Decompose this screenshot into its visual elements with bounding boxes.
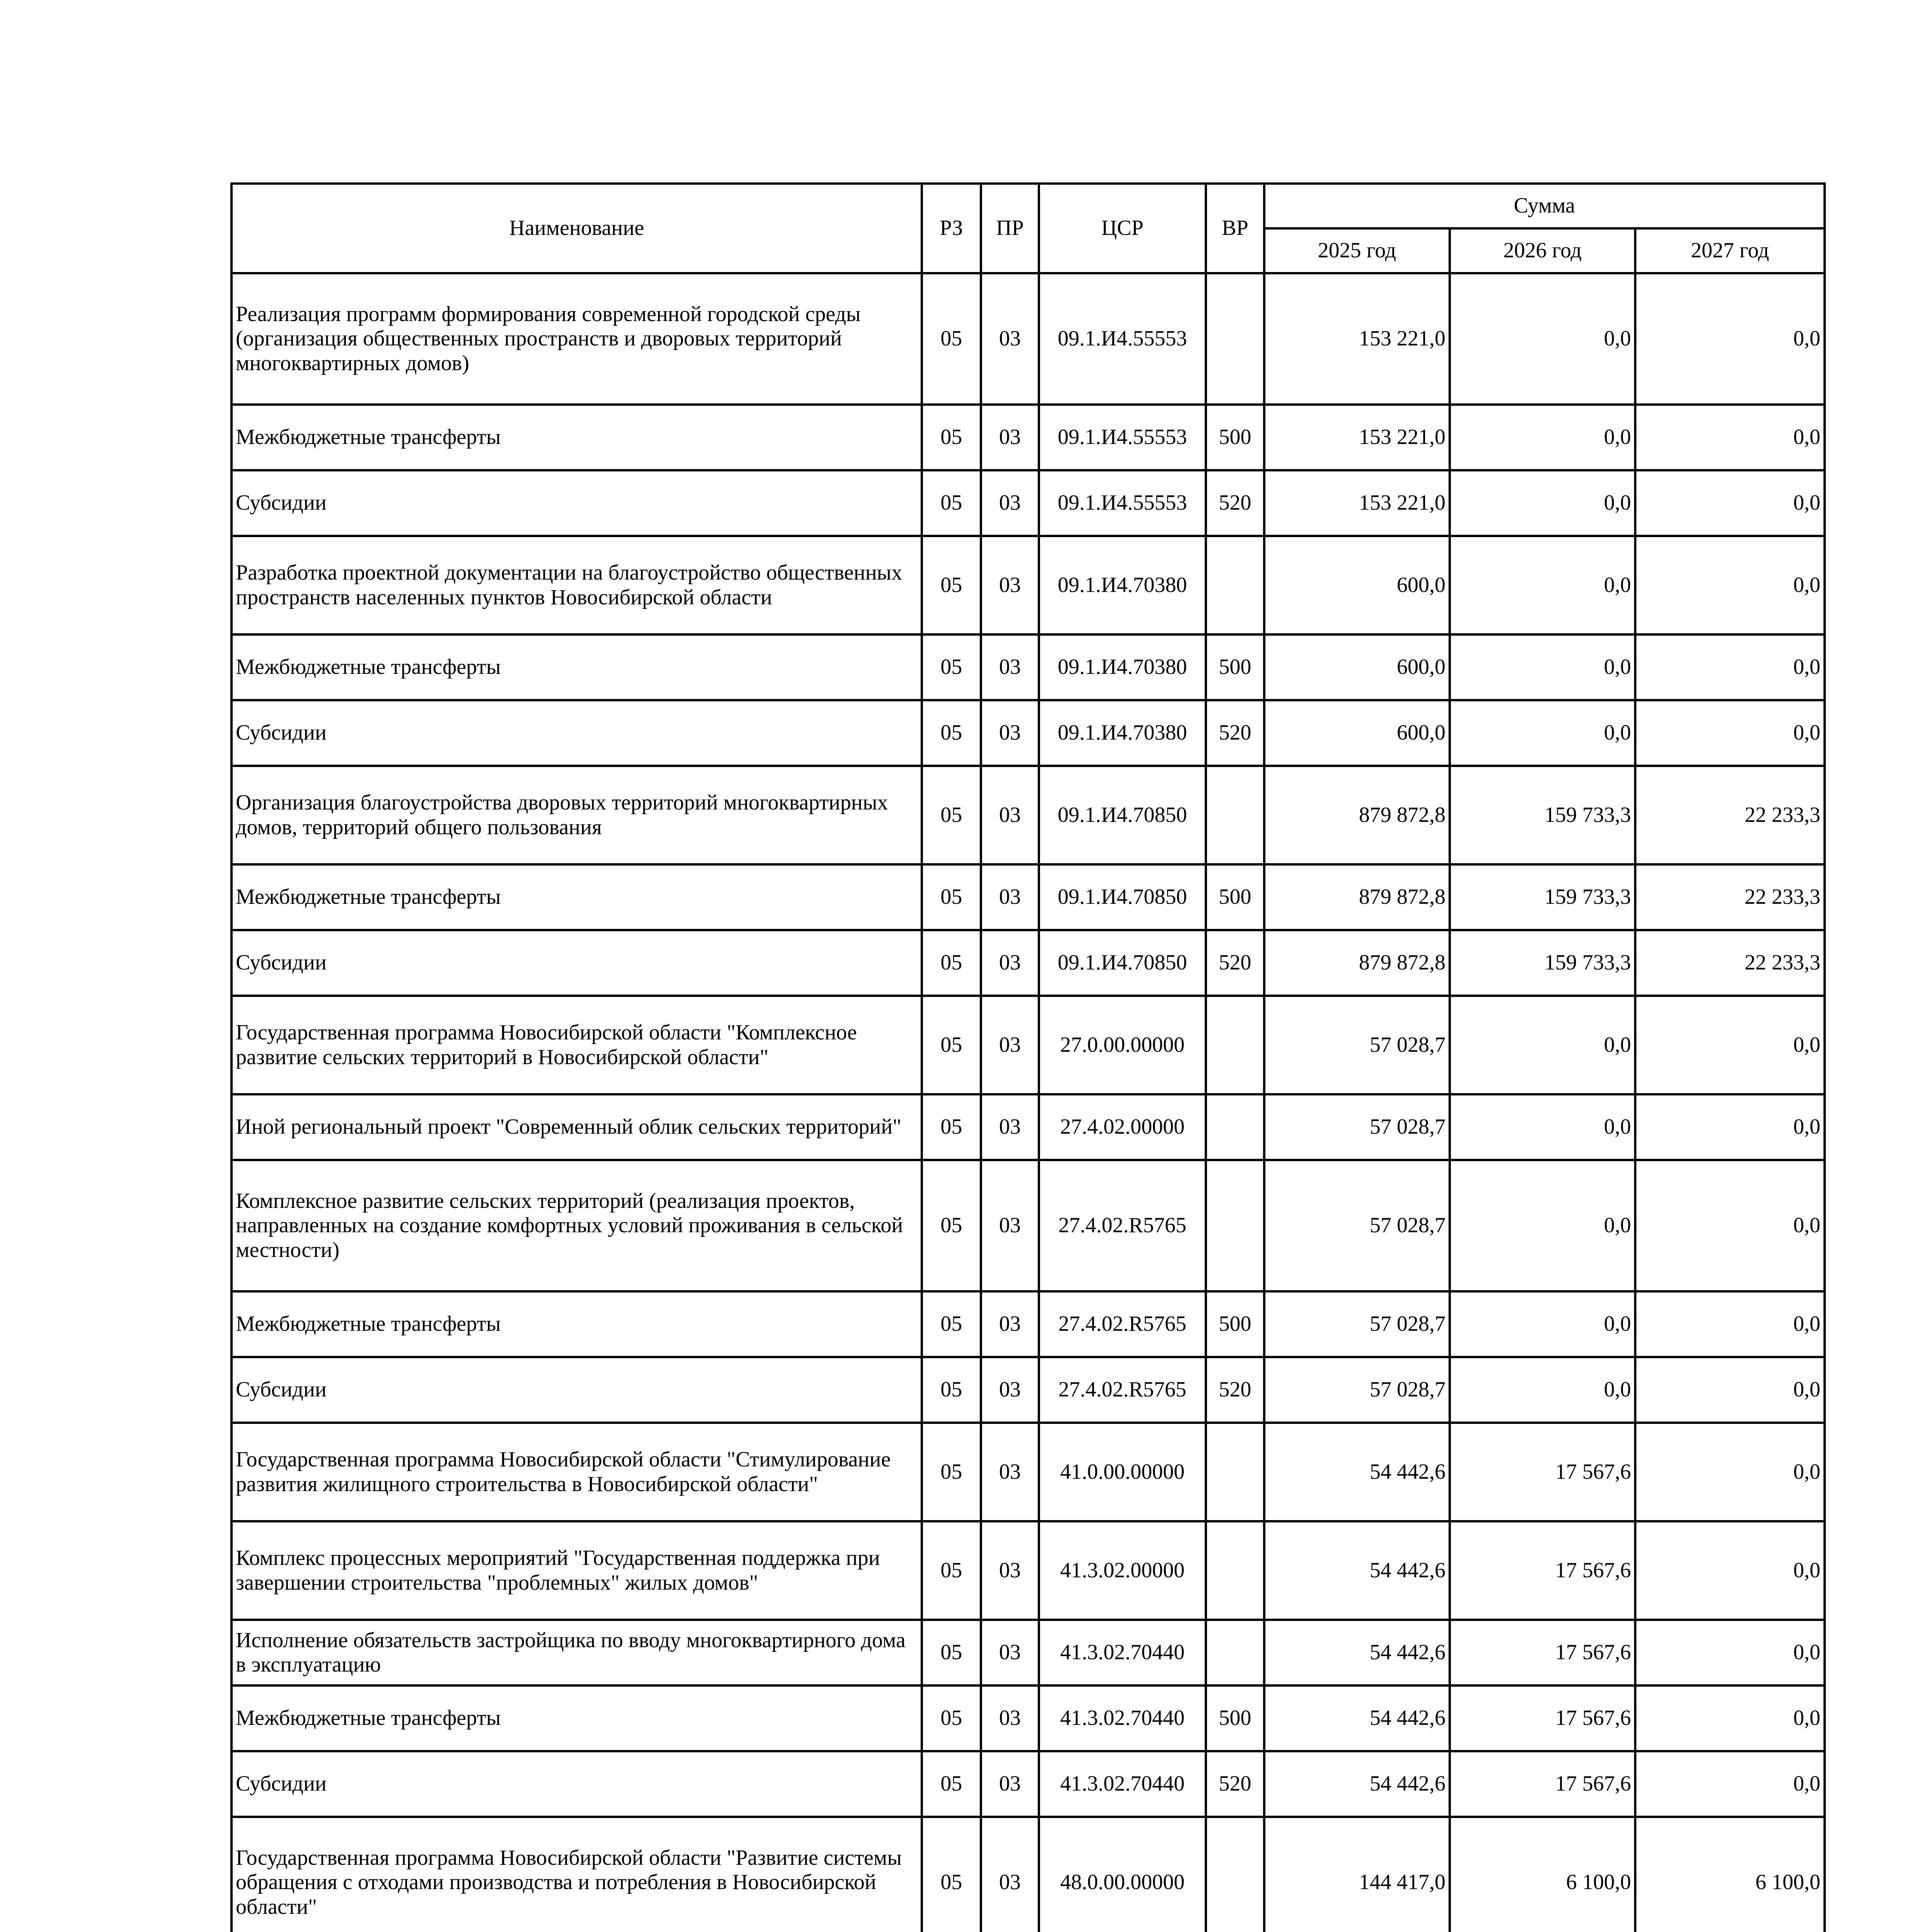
row-pr: 03 bbox=[981, 1423, 1039, 1521]
row-vr: 520 bbox=[1206, 1751, 1264, 1817]
row-vr: 520 bbox=[1206, 700, 1264, 766]
row-csr: 27.4.02.R5765 bbox=[1039, 1291, 1206, 1357]
row-sum-2027: 0,0 bbox=[1635, 700, 1825, 766]
row-vr bbox=[1206, 1160, 1264, 1291]
row-rz: 05 bbox=[922, 1160, 981, 1291]
row-rz: 05 bbox=[922, 1685, 981, 1751]
row-rz: 05 bbox=[922, 1620, 981, 1685]
row-sum-2027: 0,0 bbox=[1635, 996, 1825, 1094]
row-csr: 48.0.00.00000 bbox=[1039, 1817, 1206, 1932]
row-sum-2027: 22 233,3 bbox=[1635, 864, 1825, 930]
row-sum-2026: 0,0 bbox=[1450, 634, 1635, 700]
row-sum-2025: 879 872,8 bbox=[1264, 766, 1450, 864]
row-csr: 09.1.И4.70380 bbox=[1039, 536, 1206, 634]
row-csr: 41.0.00.00000 bbox=[1039, 1423, 1206, 1521]
row-rz: 05 bbox=[922, 1291, 981, 1357]
row-sum-2026: 0,0 bbox=[1450, 1094, 1635, 1160]
row-pr: 03 bbox=[981, 1751, 1039, 1817]
row-pr: 03 bbox=[981, 766, 1039, 864]
table-row bbox=[232, 1620, 1825, 1685]
row-csr: 09.1.И4.70850 bbox=[1039, 766, 1206, 864]
row-name: Субсидии bbox=[232, 700, 922, 766]
table-header bbox=[232, 184, 1825, 273]
row-vr bbox=[1206, 536, 1264, 634]
row-name: Субсидии bbox=[232, 930, 922, 996]
table-row bbox=[232, 864, 1825, 930]
row-pr: 03 bbox=[981, 405, 1039, 470]
row-rz: 05 bbox=[922, 273, 981, 405]
row-vr bbox=[1206, 1620, 1264, 1685]
row-rz: 05 bbox=[922, 930, 981, 996]
table-row bbox=[232, 1685, 1825, 1751]
row-vr bbox=[1206, 766, 1264, 864]
header-csr: ЦСР bbox=[1039, 184, 1206, 273]
row-sum-2025: 144 417,0 bbox=[1264, 1817, 1450, 1932]
row-name: Иной региональный проект "Современный облик сельских территорий" bbox=[232, 1094, 922, 1160]
row-sum-2025: 57 028,7 bbox=[1264, 1357, 1450, 1423]
row-csr: 09.1.И4.55553 bbox=[1039, 470, 1206, 536]
table-row bbox=[232, 700, 1825, 766]
row-sum-2025: 153 221,0 bbox=[1264, 405, 1450, 470]
row-sum-2025: 153 221,0 bbox=[1264, 470, 1450, 536]
row-sum-2027: 0,0 bbox=[1635, 273, 1825, 405]
row-csr: 27.4.02.R5765 bbox=[1039, 1357, 1206, 1423]
row-sum-2026: 17 567,6 bbox=[1450, 1423, 1635, 1521]
row-rz: 05 bbox=[922, 1423, 981, 1521]
row-sum-2026: 0,0 bbox=[1450, 536, 1635, 634]
row-vr: 500 bbox=[1206, 405, 1264, 470]
header-year-2025: 2025 год bbox=[1264, 228, 1450, 273]
row-name: Межбюджетные трансферты bbox=[232, 1291, 922, 1357]
row-rz: 05 bbox=[922, 1751, 981, 1817]
row-rz: 05 bbox=[922, 1094, 981, 1160]
row-sum-2026: 17 567,6 bbox=[1450, 1521, 1635, 1620]
row-pr: 03 bbox=[981, 1160, 1039, 1291]
row-name: Межбюджетные трансферты bbox=[232, 1685, 922, 1751]
row-csr: 41.3.02.70440 bbox=[1039, 1751, 1206, 1817]
table-row bbox=[232, 1160, 1825, 1291]
row-sum-2027: 0,0 bbox=[1635, 1751, 1825, 1817]
table-row bbox=[232, 634, 1825, 700]
row-pr: 03 bbox=[981, 470, 1039, 536]
row-name: Организация благоустройства дворовых территорий многоквартирных домов, территорий общего пользования bbox=[232, 766, 922, 864]
row-sum-2026: 0,0 bbox=[1450, 996, 1635, 1094]
table-row bbox=[232, 996, 1825, 1094]
row-sum-2025: 54 442,6 bbox=[1264, 1521, 1450, 1620]
row-sum-2027: 0,0 bbox=[1635, 1620, 1825, 1685]
row-name: Межбюджетные трансферты bbox=[232, 864, 922, 930]
row-csr: 27.0.00.00000 bbox=[1039, 996, 1206, 1094]
row-csr: 09.1.И4.55553 bbox=[1039, 405, 1206, 470]
header-name: Наименование bbox=[232, 184, 922, 273]
row-sum-2027: 0,0 bbox=[1635, 1423, 1825, 1521]
row-sum-2027: 0,0 bbox=[1635, 1357, 1825, 1423]
row-csr: 09.1.И4.70850 bbox=[1039, 864, 1206, 930]
row-name: Исполнение обязательств застройщика по вводу многоквартирного дома в эксплуатацию bbox=[232, 1620, 922, 1685]
table-row bbox=[232, 536, 1825, 634]
row-name: Субсидии bbox=[232, 1357, 922, 1423]
row-rz: 05 bbox=[922, 1521, 981, 1620]
row-pr: 03 bbox=[981, 700, 1039, 766]
row-rz: 05 bbox=[922, 405, 981, 470]
header-vr: ВР bbox=[1206, 184, 1264, 273]
row-pr: 03 bbox=[981, 930, 1039, 996]
row-sum-2026: 0,0 bbox=[1450, 700, 1635, 766]
row-sum-2027: 0,0 bbox=[1635, 405, 1825, 470]
row-name: Субсидии bbox=[232, 470, 922, 536]
header-pr: ПР bbox=[981, 184, 1039, 273]
row-sum-2027: 0,0 bbox=[1635, 1160, 1825, 1291]
row-rz: 05 bbox=[922, 996, 981, 1094]
table-row bbox=[232, 1357, 1825, 1423]
row-sum-2027: 22 233,3 bbox=[1635, 930, 1825, 996]
row-pr: 03 bbox=[981, 1291, 1039, 1357]
row-pr: 03 bbox=[981, 1620, 1039, 1685]
table-row bbox=[232, 470, 1825, 536]
row-vr bbox=[1206, 1817, 1264, 1932]
row-name: Субсидии bbox=[232, 1751, 922, 1817]
row-vr: 500 bbox=[1206, 634, 1264, 700]
row-rz: 05 bbox=[922, 766, 981, 864]
table-row bbox=[232, 1817, 1825, 1932]
row-name: Государственная программа Новосибирской области "Развитие системы обращения с отходами производства и потребления в Новосибирской области" bbox=[232, 1817, 922, 1932]
header-sum: Сумма bbox=[1264, 184, 1825, 228]
row-vr bbox=[1206, 1094, 1264, 1160]
row-sum-2025: 879 872,8 bbox=[1264, 864, 1450, 930]
row-sum-2027: 6 100,0 bbox=[1635, 1817, 1825, 1932]
row-pr: 03 bbox=[981, 1357, 1039, 1423]
row-rz: 05 bbox=[922, 700, 981, 766]
row-sum-2027: 0,0 bbox=[1635, 1094, 1825, 1160]
row-sum-2026: 0,0 bbox=[1450, 1291, 1635, 1357]
row-rz: 05 bbox=[922, 864, 981, 930]
row-sum-2026: 159 733,3 bbox=[1450, 864, 1635, 930]
row-csr: 41.3.02.70440 bbox=[1039, 1620, 1206, 1685]
row-name: Межбюджетные трансферты bbox=[232, 405, 922, 470]
row-csr: 09.1.И4.70380 bbox=[1039, 634, 1206, 700]
row-vr bbox=[1206, 1423, 1264, 1521]
row-sum-2026: 6 100,0 bbox=[1450, 1817, 1635, 1932]
row-pr: 03 bbox=[981, 536, 1039, 634]
row-vr: 520 bbox=[1206, 470, 1264, 536]
row-vr bbox=[1206, 1521, 1264, 1620]
row-name: Межбюджетные трансферты bbox=[232, 634, 922, 700]
table-row bbox=[232, 930, 1825, 996]
row-csr: 09.1.И4.55553 bbox=[1039, 273, 1206, 405]
row-sum-2027: 0,0 bbox=[1635, 634, 1825, 700]
table-row bbox=[232, 1094, 1825, 1160]
table-row bbox=[232, 405, 1825, 470]
row-vr bbox=[1206, 273, 1264, 405]
row-name: Государственная программа Новосибирской области "Стимулирование развития жилищного строительства в Новосибирской области" bbox=[232, 1423, 922, 1521]
row-sum-2026: 0,0 bbox=[1450, 1357, 1635, 1423]
row-sum-2025: 600,0 bbox=[1264, 700, 1450, 766]
row-sum-2025: 600,0 bbox=[1264, 536, 1450, 634]
row-rz: 05 bbox=[922, 1817, 981, 1932]
row-sum-2025: 54 442,6 bbox=[1264, 1685, 1450, 1751]
table-row bbox=[232, 1291, 1825, 1357]
row-name: Государственная программа Новосибирской области "Комплексное развитие сельских территорий в Новосибирской области" bbox=[232, 996, 922, 1094]
row-sum-2027: 22 233,3 bbox=[1635, 766, 1825, 864]
header-year-2027: 2027 год bbox=[1635, 228, 1825, 273]
row-csr: 41.3.02.00000 bbox=[1039, 1521, 1206, 1620]
row-csr: 09.1.И4.70380 bbox=[1039, 700, 1206, 766]
row-sum-2026: 0,0 bbox=[1450, 470, 1635, 536]
header-year-2026: 2026 год bbox=[1450, 228, 1635, 273]
row-pr: 03 bbox=[981, 864, 1039, 930]
row-sum-2026: 159 733,3 bbox=[1450, 930, 1635, 996]
row-name: Комплекс процессных мероприятий "Государственная поддержка при завершении строительства "проблемных" жилых домов" bbox=[232, 1521, 922, 1620]
table-row bbox=[232, 1423, 1825, 1521]
table-row bbox=[232, 766, 1825, 864]
row-sum-2027: 0,0 bbox=[1635, 470, 1825, 536]
row-sum-2025: 54 442,6 bbox=[1264, 1423, 1450, 1521]
row-pr: 03 bbox=[981, 1094, 1039, 1160]
row-sum-2026: 17 567,6 bbox=[1450, 1751, 1635, 1817]
row-pr: 03 bbox=[981, 273, 1039, 405]
row-sum-2025: 57 028,7 bbox=[1264, 1291, 1450, 1357]
table-row bbox=[232, 1521, 1825, 1620]
budget-table bbox=[230, 182, 1826, 1932]
row-sum-2025: 879 872,8 bbox=[1264, 930, 1450, 996]
row-rz: 05 bbox=[922, 470, 981, 536]
row-csr: 27.4.02.R5765 bbox=[1039, 1160, 1206, 1291]
row-sum-2026: 159 733,3 bbox=[1450, 766, 1635, 864]
row-name: Разработка проектной документации на благоустройство общественных пространств населенных пунктов Новосибирской области bbox=[232, 536, 922, 634]
row-name: Комплексное развитие сельских территорий (реализация проектов, направленных на создание комфортных условий проживания в сельской местности) bbox=[232, 1160, 922, 1291]
row-pr: 03 bbox=[981, 996, 1039, 1094]
row-rz: 05 bbox=[922, 634, 981, 700]
row-csr: 41.3.02.70440 bbox=[1039, 1685, 1206, 1751]
row-rz: 05 bbox=[922, 1357, 981, 1423]
table-row bbox=[232, 273, 1825, 405]
table-body bbox=[232, 273, 1825, 1932]
row-pr: 03 bbox=[981, 634, 1039, 700]
row-vr: 500 bbox=[1206, 1291, 1264, 1357]
row-sum-2026: 0,0 bbox=[1450, 405, 1635, 470]
row-pr: 03 bbox=[981, 1685, 1039, 1751]
row-sum-2025: 57 028,7 bbox=[1264, 1160, 1450, 1291]
table-row bbox=[232, 1751, 1825, 1817]
row-sum-2025: 57 028,7 bbox=[1264, 1094, 1450, 1160]
row-pr: 03 bbox=[981, 1521, 1039, 1620]
row-sum-2027: 0,0 bbox=[1635, 1685, 1825, 1751]
row-sum-2027: 0,0 bbox=[1635, 1291, 1825, 1357]
row-sum-2026: 0,0 bbox=[1450, 1160, 1635, 1291]
row-pr: 03 bbox=[981, 1817, 1039, 1932]
row-vr: 500 bbox=[1206, 1685, 1264, 1751]
row-sum-2027: 0,0 bbox=[1635, 1521, 1825, 1620]
row-sum-2026: 0,0 bbox=[1450, 273, 1635, 405]
row-sum-2025: 600,0 bbox=[1264, 634, 1450, 700]
row-rz: 05 bbox=[922, 536, 981, 634]
row-sum-2025: 54 442,6 bbox=[1264, 1620, 1450, 1685]
row-csr: 27.4.02.00000 bbox=[1039, 1094, 1206, 1160]
row-vr: 500 bbox=[1206, 864, 1264, 930]
row-vr: 520 bbox=[1206, 1357, 1264, 1423]
row-name: Реализация программ формирования современной городской среды (организация общественных пространств и дворовых территорий многоквартирных домов) bbox=[232, 273, 922, 405]
row-vr: 520 bbox=[1206, 930, 1264, 996]
row-sum-2025: 153 221,0 bbox=[1264, 273, 1450, 405]
header-rz: РЗ bbox=[922, 184, 981, 273]
row-sum-2025: 54 442,6 bbox=[1264, 1751, 1450, 1817]
row-vr bbox=[1206, 996, 1264, 1094]
row-csr: 09.1.И4.70850 bbox=[1039, 930, 1206, 996]
row-sum-2026: 17 567,6 bbox=[1450, 1620, 1635, 1685]
row-sum-2025: 57 028,7 bbox=[1264, 996, 1450, 1094]
row-sum-2027: 0,0 bbox=[1635, 536, 1825, 634]
row-sum-2026: 17 567,6 bbox=[1450, 1685, 1635, 1751]
